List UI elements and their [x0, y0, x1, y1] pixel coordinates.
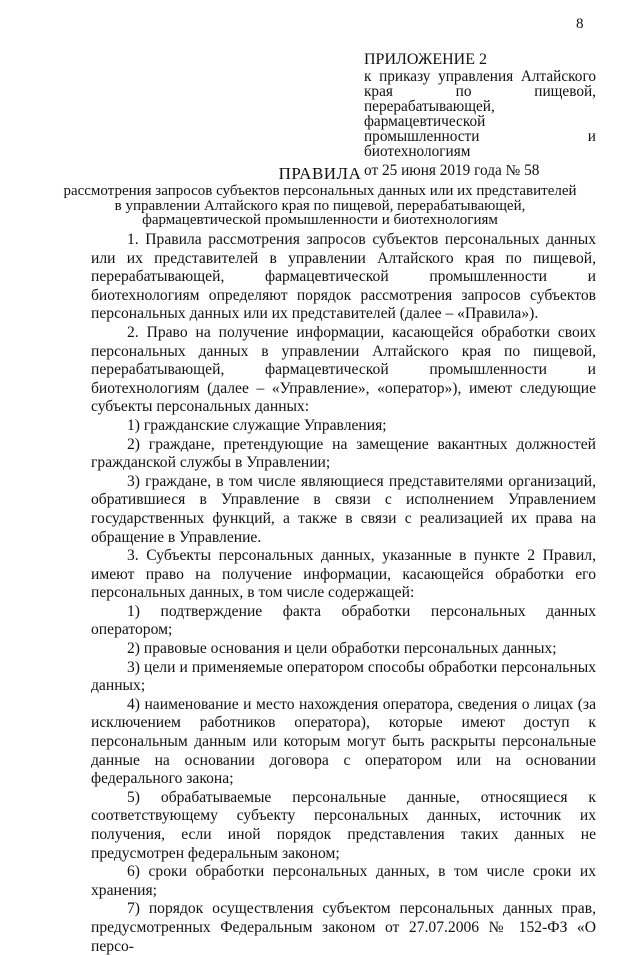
rules-heading — [60, 165, 580, 228]
paragraph-3-item-3: 3) цели и применяемые оператором способы обработки персональных данных; — [91, 658, 596, 695]
paragraph-2-item-2: 2) граждане, претендующие на замещение вакантных должностей гражданской службы в Управлении; — [91, 435, 596, 472]
rules-title: ПРАВИЛА — [278, 164, 362, 183]
document-body — [91, 231, 596, 956]
paragraph-3-item-6: 6) сроки обработки персональных данных, в том числе сроки их хранения; — [91, 863, 596, 899]
paragraph-3: 3. Субъекты персональных данных, указанные в пункте 2 Правил, имеют право на получение информации, касающейся обработки его персональных данных, в том числе содержащей: — [91, 547, 596, 602]
page-number: 8 — [576, 16, 584, 32]
paragraph-3-item-7: 7) порядок осуществления субъектом персональных данных прав, предусмотренных Федеральным законом от 27.07.2006 № 152-ФЗ «О персо- — [91, 900, 596, 955]
appendix-title: ПРИЛОЖЕНИЕ 2 — [364, 51, 488, 68]
paragraph-3-item-2: 2) правовые основания и цели обработки персональных данных; — [127, 640, 557, 658]
appendix-body: к приказу управления Алтайского края по пищевой, перерабатывающей, фармацевтической промышленности и биотехнологиям — [364, 68, 596, 160]
paragraph-1: 1. Правила рассмотрения запросов субъектов персональных данных или их представителей в управлении Алтайского края по пищевой, перерабатывающей, фармацевтической промышленности и биотехнологиям определяют порядок рассмотрения запросов субъектов персональных данных или их представителей (далее – «Правила»). — [91, 231, 596, 323]
paragraph-3-item-1: 1) подтверждение факта обработки персональных данных оператором; — [91, 602, 596, 639]
appendix-date: от 25 июня 2019 года № 58 — [364, 162, 540, 179]
paragraph-2-item-1: 1) гражданские служащие Управления; — [127, 416, 387, 434]
paragraph-2-item-3: 3) граждане, в том числе являющиеся представителями организаций, обратившиеся в Управление в связи с исполнением Управлением государственных функций, а также в связи с реализацией их права на обращение в Управление. — [91, 472, 596, 546]
paragraph-3-item-4: 4) наименование и место нахождения оператора, сведения о лицах (за исключением работников оператора), которые имеют доступ к персональным данным или которым могут быть раскрыты персональные данные на основании договора с оператором или на основании федерального закона; — [91, 695, 596, 788]
paragraph-2: 2. Право на получение информации, касающейся обработки своих персональных данных в управлении Алтайского края по пищевой, перерабатывающей, фармацевтической промышленности и биотехнологиям (далее – «Управление», «оператор»), имеют следующие субъекты персональных данных: — [91, 323, 596, 416]
rules-subtitle: рассмотрения запросов субъектов персональных данных или их представителей в управлении Алтайского края по пищевой, перерабатывающей, фармацевтической промышленности и биотехнологиям — [63, 183, 577, 228]
paragraph-3-item-5: 5) обрабатываемые персональные данные, относящиеся к соответствующему субъекту персональных данных, источник их получения, если иной порядок представления таких данных не предусмотрен федеральным законом; — [91, 788, 596, 862]
appendix-block — [364, 51, 596, 178]
